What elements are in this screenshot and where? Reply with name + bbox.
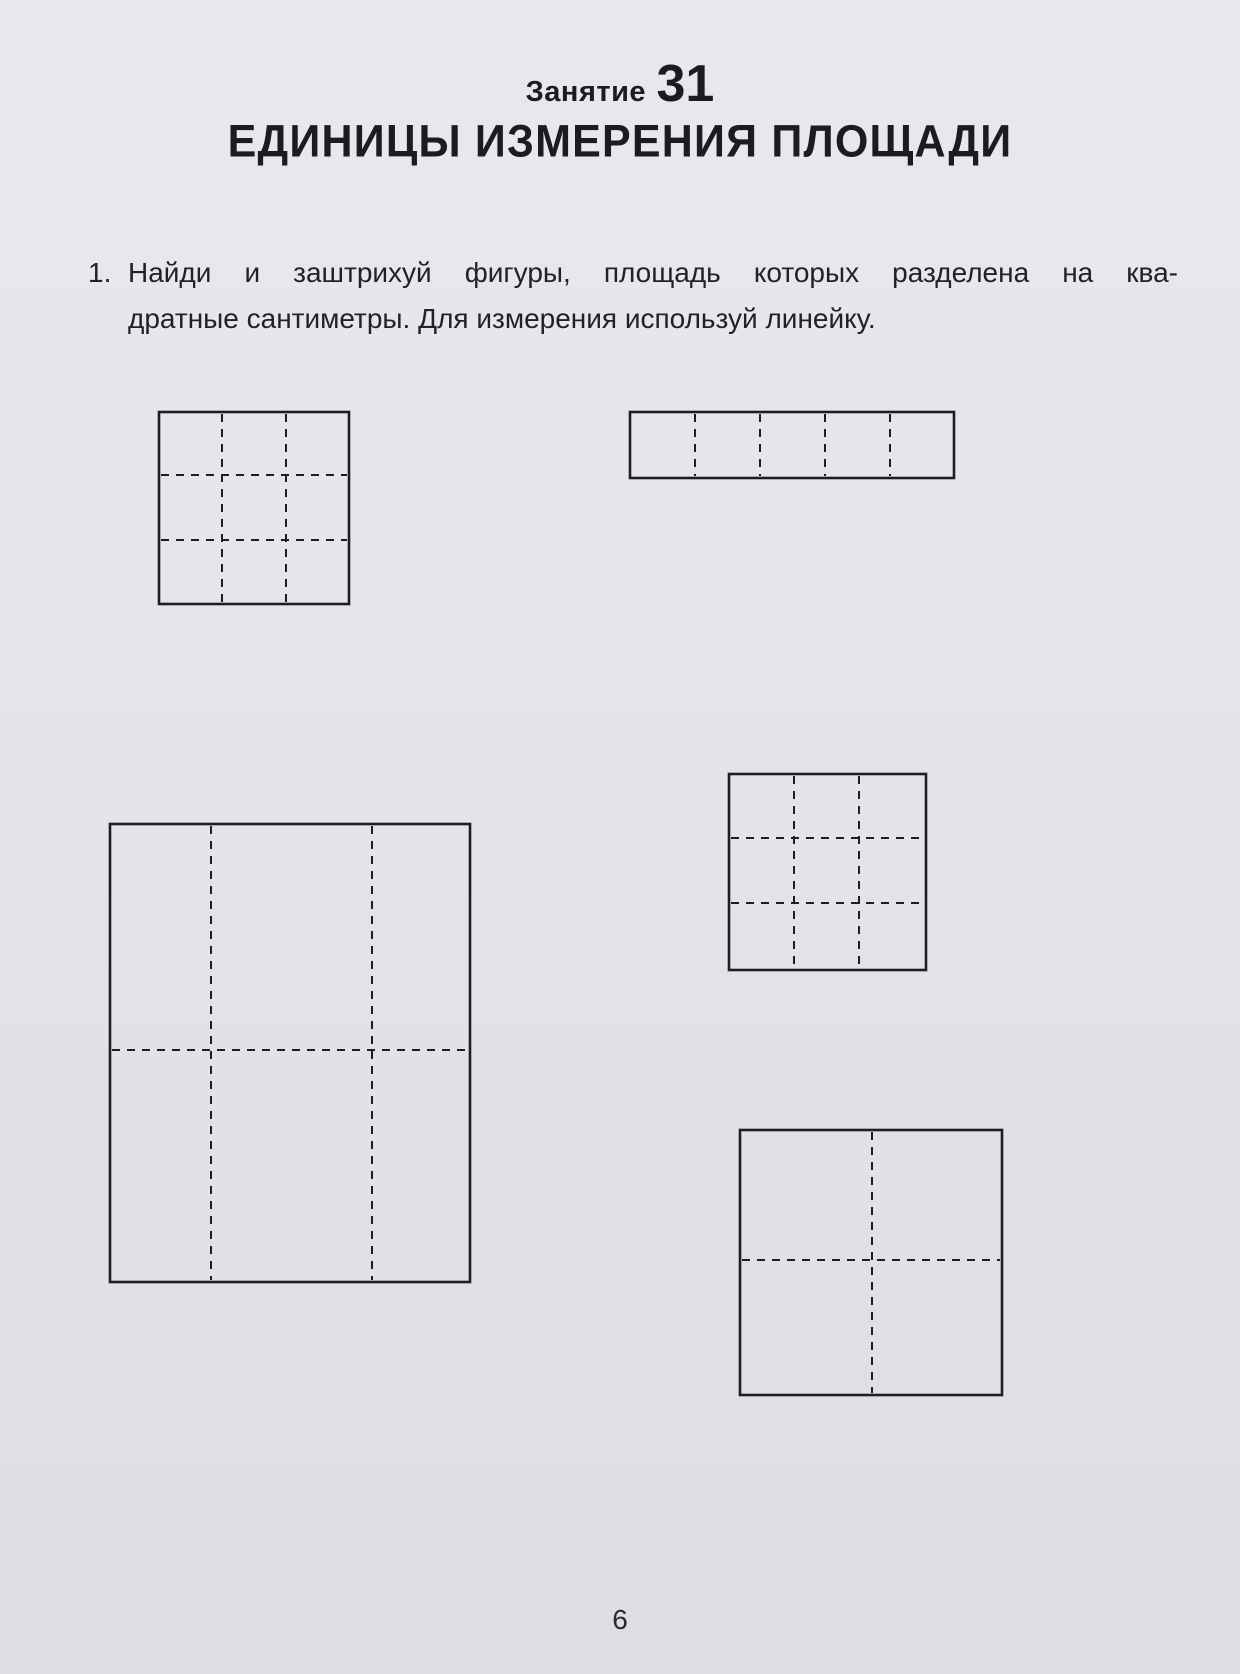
task-number: 1. — [88, 257, 112, 288]
task-text-line-1: Найди и заштрихуй фигуры, площадь которых разделена на ква- — [128, 257, 1178, 288]
lesson-number: 31 — [656, 55, 715, 113]
lesson-word: Занятие — [525, 76, 647, 108]
page-title: ЕДИНИЦЫ ИЗМЕРЕНИЯ ПЛОЩАДИ — [227, 116, 1013, 168]
page-number: 6 — [612, 1604, 628, 1635]
figure-square-3x3-top-left[interactable] — [159, 412, 349, 604]
task-text-line-2: дратные сантиметры. Для измерения используй линейку. — [128, 303, 876, 334]
figure-square-3x3-middle-right[interactable] — [729, 774, 926, 970]
figure-strip-1x5-top-right[interactable] — [630, 412, 954, 478]
figure-rect-2x3-large[interactable] — [110, 824, 470, 1282]
